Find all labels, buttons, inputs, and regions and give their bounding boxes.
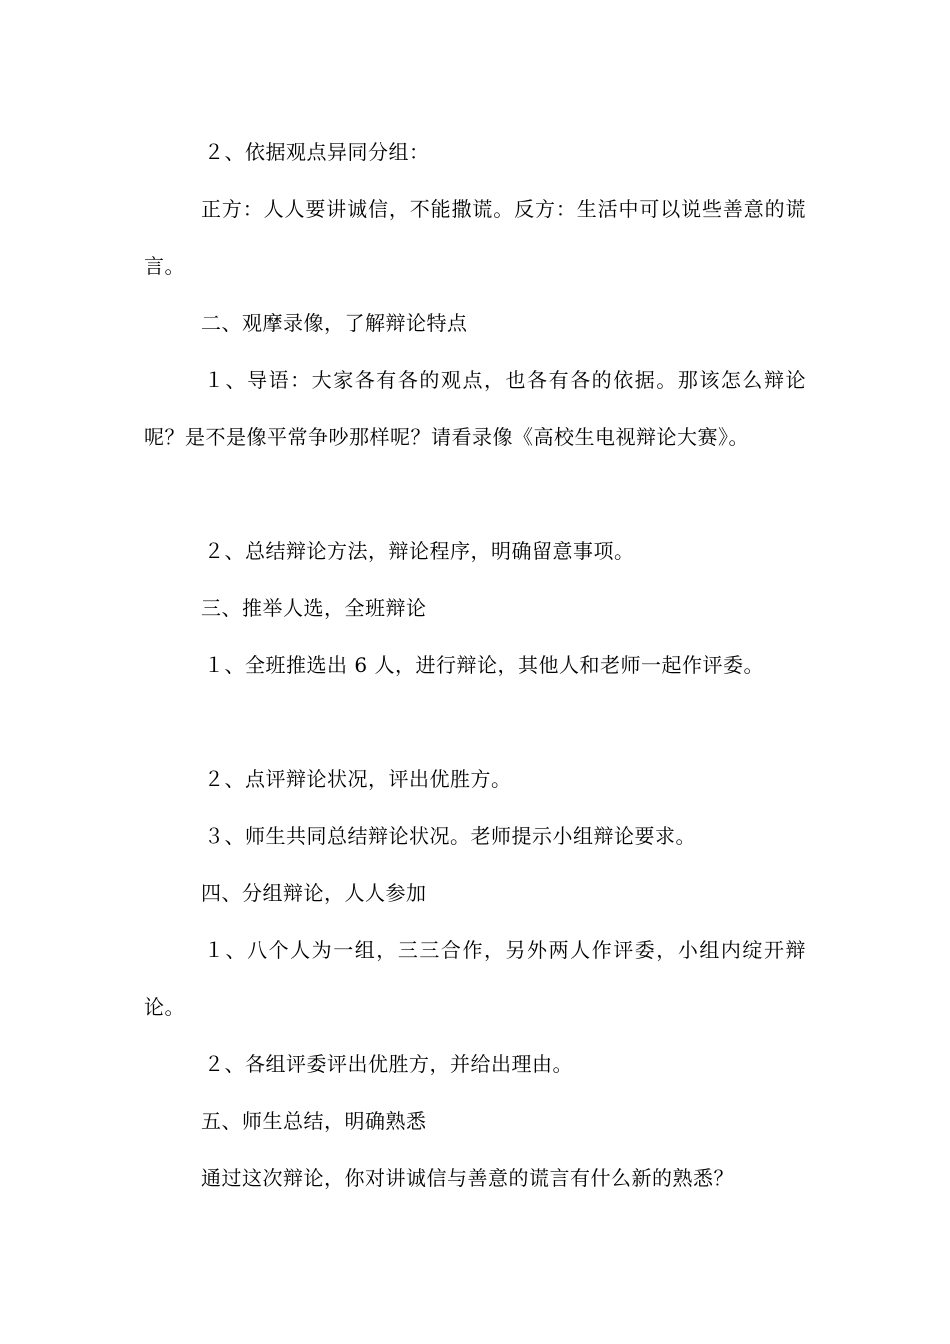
paragraph-review: ２、点评辩论状况，评出优胜方。	[204, 767, 512, 791]
section-heading-4: 四、分组辩论，人人参加	[201, 881, 427, 905]
paragraph-group-debate: １、八个人为一组，三三合作，另外两人作评委，小组内绽开辩论。	[144, 938, 806, 1019]
paragraph-joint-summary: ３、师生共同总结辩论状况。老师提示小组辩论要求。	[204, 824, 696, 848]
paragraph-judges: ２、各组评委评出优胜方，并给出理由。	[204, 1052, 573, 1076]
paragraph-intro: １、导语：大家各有各的观点，也各有各的依据。那该怎么辩论呢？是不是像平常争吵那样呢？请看录像《高校生电视辩论大赛》。	[144, 368, 806, 449]
paragraph-summary-methods: ２、总结辩论方法，辩论程序，明确留意事项。	[204, 539, 635, 563]
section-heading-3: 三、推举人选，全班辩论	[201, 596, 427, 620]
paragraph-select-six: １、全班推选出 6 人，进行辩论，其他人和老师一起作评委。	[204, 653, 764, 677]
section-heading-5: 五、师生总结，明确熟悉	[201, 1109, 427, 1133]
section-heading-2: 二、观摩录像，了解辩论特点	[201, 311, 468, 335]
paragraph-positions: 正方：人人要讲诚信，不能撒谎。反方：生活中可以说些善意的谎言。	[144, 197, 806, 278]
paragraph-grouping: ２、依据观点异同分组：	[204, 140, 430, 164]
paragraph-closing-question: 通过这次辩论，你对讲诚信与善意的谎言有什么新的熟悉？	[201, 1166, 734, 1190]
